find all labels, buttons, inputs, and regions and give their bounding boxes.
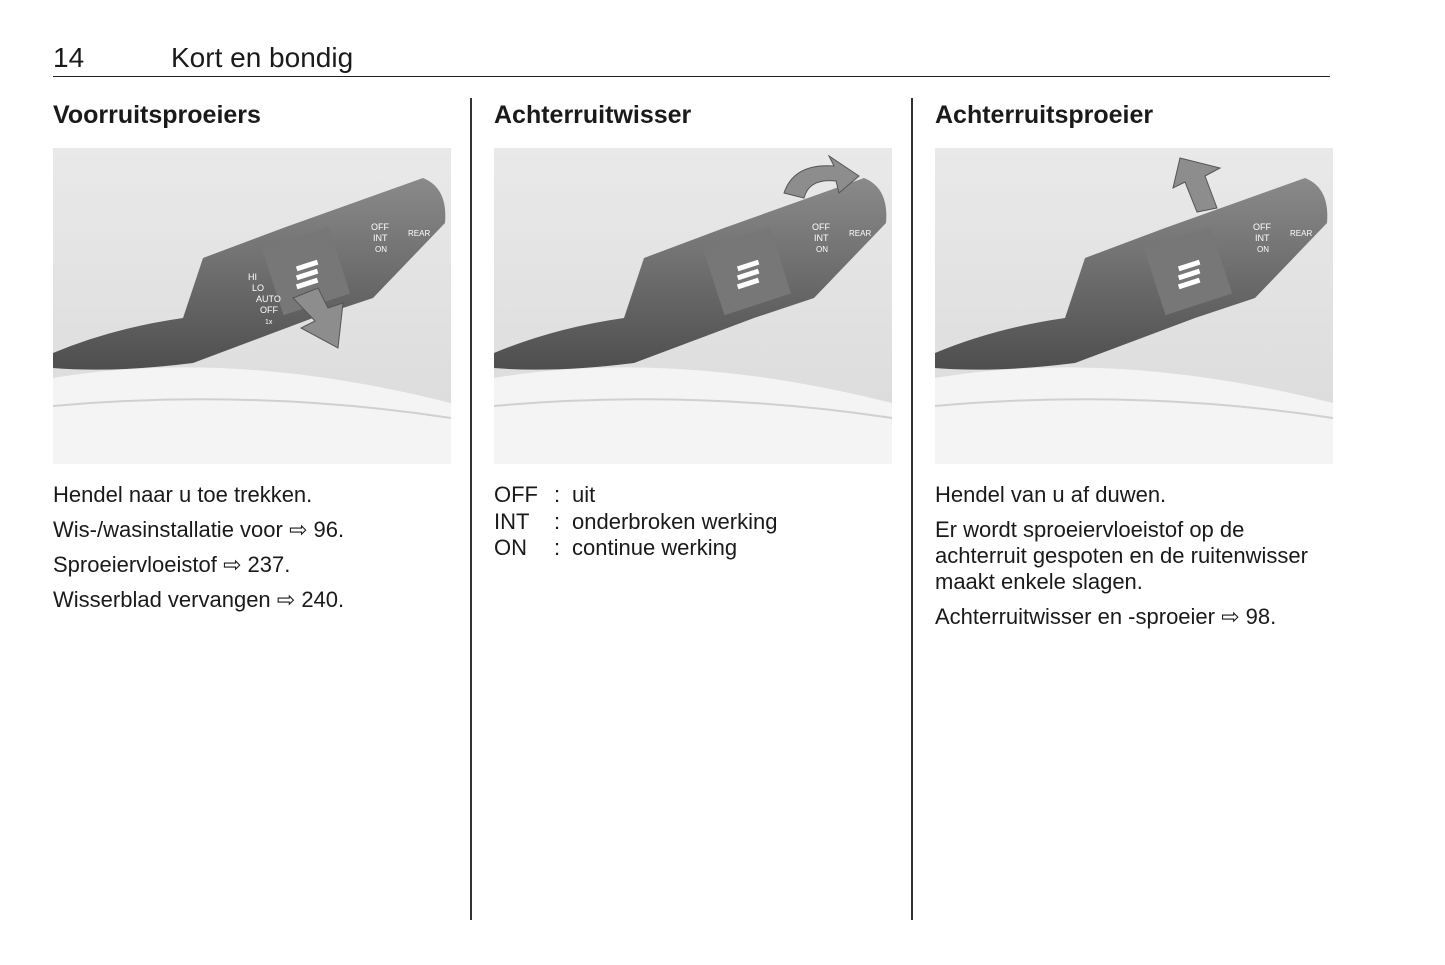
stalk-label-1x: 1x: [265, 319, 273, 326]
paragraph: Wisserblad vervangen ⇨ 240.: [53, 587, 345, 612]
wiper-stalk-illustration-push: [935, 148, 1333, 464]
section-title: Achterruitwisser: [494, 101, 692, 129]
column-rear-wiper: [494, 100, 894, 560]
stalk-label-rear-int: INT: [1255, 233, 1270, 243]
stalk-label-rear-off: OFF: [1253, 222, 1271, 232]
stalk-label-rear: REAR: [1290, 229, 1313, 238]
stalk-label-rear-int: INT: [814, 233, 829, 243]
definition-row: INT : onderbroken werking: [494, 508, 778, 534]
page-number: 14: [53, 42, 85, 73]
section-body: [53, 482, 453, 622]
stalk-label-rear-on: ON: [1257, 245, 1269, 254]
column-rear-washer: [935, 100, 1335, 629]
stalk-label-rear: REAR: [849, 229, 872, 238]
wiper-stalk-illustration-pull: [53, 148, 451, 464]
paragraph: Hendel van u af duwen.: [935, 482, 1167, 507]
stalk-label-hi: HI: [248, 272, 257, 282]
stalk-label-off: OFF: [260, 305, 278, 315]
paragraph: Er wordt sproeiervloeistof op de achterruit gespoten en de ruitenwisser maakt enkele slagen.: [935, 517, 1308, 594]
stalk-label-rear-off: OFF: [371, 222, 389, 232]
stalk-label-rear-on: ON: [816, 245, 828, 254]
definition-term: INT: [494, 508, 530, 534]
section-title: Voorruitsproeiers: [53, 101, 261, 129]
wiper-stalk-illustration-rotate: [494, 148, 892, 464]
column-divider: [911, 98, 913, 920]
chapter-title: Kort en bondig: [171, 42, 354, 73]
paragraph: Hendel naar u toe trekken.: [53, 482, 313, 507]
section-title: Achterruitsproeier: [935, 101, 1154, 129]
stalk-label-rear-int: INT: [373, 233, 388, 243]
definition-term: OFF: [494, 482, 538, 507]
stalk-label-auto: AUTO: [256, 294, 281, 304]
definition-row: OFF : uit: [494, 482, 596, 507]
paragraph: Wis-/wasinstallatie voor ⇨ 96.: [53, 517, 345, 542]
definition-list: [494, 482, 894, 562]
column-divider: [470, 98, 472, 920]
column-front-washer: [53, 100, 453, 612]
definition-desc: onderbroken werking: [572, 508, 778, 534]
stalk-label-lo: LO: [252, 283, 265, 293]
definition-row: ON : continue werking: [494, 535, 738, 560]
paragraph: Sproeiervloeistof ⇨ 237.: [53, 552, 291, 577]
paragraph: Achterruitwisser en -sproeier ⇨ 98.: [935, 604, 1277, 629]
page-header: [53, 42, 1330, 77]
stalk-label-rear-on: ON: [375, 245, 387, 254]
stalk-label-rear: REAR: [408, 229, 431, 238]
stalk-label-rear-off: OFF: [812, 222, 830, 232]
definition-desc: uit: [572, 482, 596, 507]
definition-term: ON: [494, 535, 527, 560]
definition-desc: continue werking: [572, 535, 738, 560]
section-body: [935, 482, 1335, 639]
